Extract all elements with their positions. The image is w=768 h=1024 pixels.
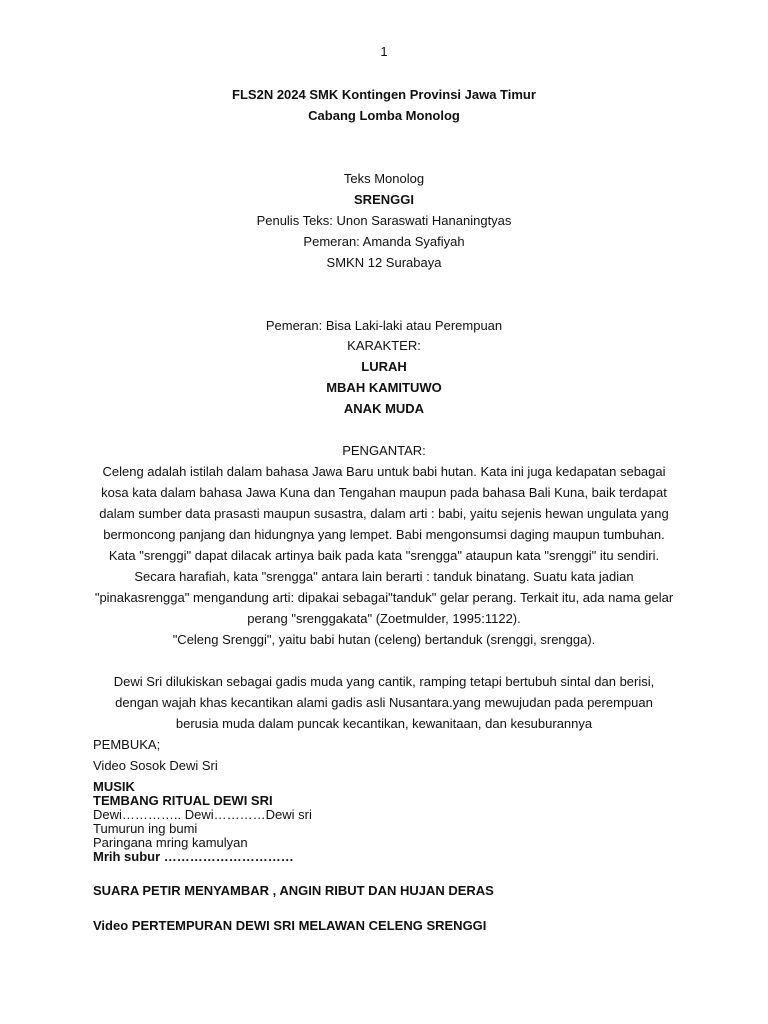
- character-item: ANAK MUDA: [343, 401, 425, 416]
- intro-line: dengan wajah khas kecantikan alami gadis asli Nusantara.yang mewujudan pada perempuan: [115, 695, 653, 710]
- character-item: MBAH KAMITUWO: [326, 380, 442, 395]
- sound-direction: SUARA PETIR MENYAMBAR , ANGIN RIBUT DAN HUJAN DERAS: [93, 883, 494, 898]
- performer-line: Pemeran: Amanda Syafiyah: [303, 234, 465, 249]
- intro-line: Secara harafiah, kata "srengga" antara lain berarti : tanduk binatang. Suatu kata jadian: [134, 569, 634, 584]
- song-title: TEMBANG RITUAL DEWI SRI: [93, 793, 273, 808]
- header-line-1: FLS2N 2024 SMK Kontingen Provinsi Jawa Timur: [232, 87, 536, 102]
- header-line-2: Cabang Lomba Monolog: [308, 108, 460, 123]
- text-label: Teks Monolog: [343, 171, 425, 186]
- intro-line: kosa kata dalam bahasa Jawa Kuna dan Tengahan maupun pada bahasa Bali Kuna, baik terdapat: [101, 485, 667, 500]
- intro-line: "Celeng Srenggi", yaitu babi hutan (celeng) bertanduk (srenggi, srengga).: [172, 632, 596, 647]
- intro-line: berusia muda dalam puncak kecantikan, kewanitaan, dan kesuburannya: [175, 716, 593, 731]
- performer-note: Pemeran: Bisa Laki-laki atau Perempuan: [265, 318, 503, 333]
- song-line: Paringana mring kamulyan: [93, 835, 248, 850]
- intro-line: dalam sumber data prasasti maupun susastra, dalam arti : babi, yaitu sejenis hewan ungulata yang: [99, 506, 669, 521]
- characters-label: KARAKTER:: [347, 338, 421, 353]
- music-label: MUSIK: [93, 779, 135, 794]
- opening-heading: PEMBUKA;: [93, 737, 161, 752]
- intro-line: bermoncong panjang dan hidungnya yang lempet. Babi mengonsumsi daging maupun tumbuhan.: [103, 527, 665, 542]
- song-line-last: Mrih subur …………………………: [93, 849, 294, 864]
- monolog-title: SRENGGI: [354, 192, 414, 207]
- character-item: LURAH: [361, 359, 407, 374]
- school-line: SMKN 12 Surabaya: [326, 255, 442, 270]
- video-direction: Video PERTEMPURAN DEWI SRI MELAWAN CELENG SRENGGI: [93, 918, 487, 933]
- song-line: Tumurun ing bumi: [93, 821, 198, 836]
- intro-line: Dewi Sri dilukiskan sebagai gadis muda yang cantik, ramping tetapi bertubuh sintal dan berisi,: [113, 674, 655, 689]
- intro-heading: PENGANTAR:: [342, 443, 426, 458]
- page-number: 1: [380, 44, 388, 59]
- intro-line: perang "srenggakata" (Zoetmulder, 1995:1122).: [247, 611, 521, 626]
- intro-line: Kata "srenggi" dapat dilacak artinya baik pada kata "srengga" ataupun kata "srenggi" itu sendiri.: [108, 548, 660, 563]
- opening-video: Video Sosok Dewi Sri: [93, 758, 218, 773]
- intro-line: "pinakasrengga" mengandung arti: dipakai sebagai"tanduk" gelar perang. Terkait itu, ada nama gelar: [94, 590, 674, 605]
- intro-line: Celeng adalah istilah dalam bahasa Jawa Baru untuk babi hutan. Kata ini juga kedapatan sebagai: [102, 464, 666, 479]
- author-line: Penulis Teks: Unon Saraswati Hananingtyas: [256, 213, 512, 228]
- song-line: Dewi………….. Dewi…………Dewi sri: [93, 807, 312, 822]
